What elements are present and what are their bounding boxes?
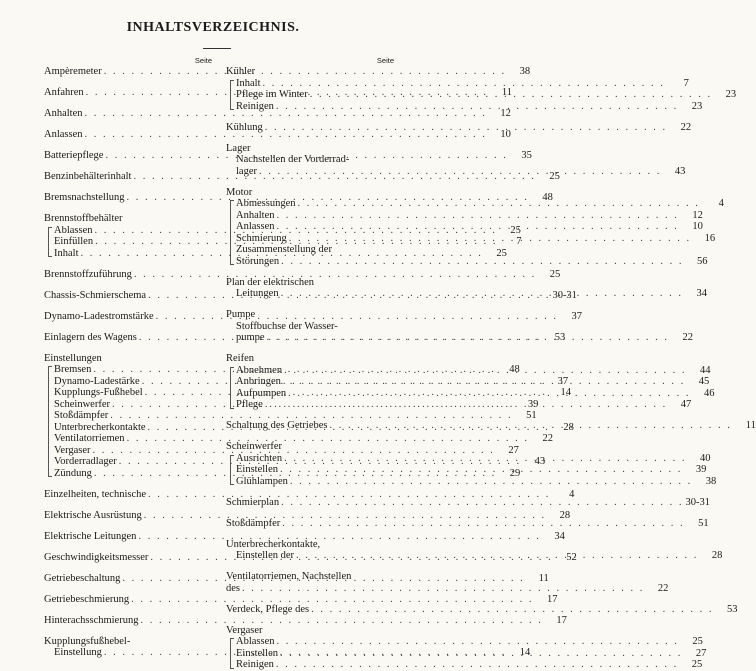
entry-label: Getriebeschmierung	[44, 593, 130, 605]
entry-label: Leitungen	[236, 288, 279, 299]
bracket-mark	[230, 638, 234, 669]
page-number: 40	[699, 452, 711, 464]
entry-label: Abnehmen	[236, 364, 283, 376]
bracket-mark	[48, 227, 52, 258]
page-number: 22	[682, 332, 693, 343]
entry-label: Ampèremeter	[44, 66, 102, 77]
index-entry	[226, 659, 703, 671]
index-entry	[44, 530, 565, 543]
entry-spacer	[44, 162, 212, 172]
entry-spacer	[44, 521, 212, 531]
entry-label: Anhalten	[44, 108, 83, 119]
entry-label: Anlassen	[44, 129, 83, 140]
bracket-mark	[230, 367, 234, 409]
dot-leader	[267, 332, 669, 344]
dot-leader	[281, 288, 683, 300]
dot-leader	[282, 518, 684, 530]
index-entry	[44, 433, 553, 445]
index-heading: Kupplungsfußhebel-	[44, 635, 131, 647]
bracket-mark	[230, 455, 234, 486]
index-heading: Brennstoffbehälter	[44, 213, 123, 224]
entry-label: Abmessungen	[236, 198, 296, 209]
page-number: 11	[538, 572, 549, 584]
page-number: 30-31	[685, 496, 710, 508]
entry-label: lager	[236, 165, 257, 177]
index-entry	[44, 410, 537, 422]
page-number: 25	[549, 268, 561, 280]
entry-label: Ventilatorriemen	[54, 433, 125, 444]
dot-leader	[263, 78, 665, 90]
entry-label: Unterbrecherkontakte	[54, 421, 146, 433]
dot-leader	[283, 376, 685, 388]
dot-leader	[298, 198, 700, 210]
page-number: 17	[547, 593, 558, 605]
dot-leader	[290, 476, 692, 488]
page-number: 28	[563, 421, 574, 433]
entry-label: Einzelheiten, technische	[44, 488, 147, 500]
page-number: 16	[704, 232, 716, 244]
page-number: 53	[726, 603, 738, 615]
page-number: 48	[509, 364, 520, 375]
entry-spacer	[44, 120, 212, 130]
dot-leader	[281, 497, 683, 509]
entry-label: Ausrichten	[236, 452, 283, 464]
page-number: 30-31	[552, 289, 577, 301]
entry-label: Schmierung	[236, 232, 287, 244]
page-number: 38	[519, 66, 531, 77]
entry-label: Kupplungs-Fußhebel	[54, 387, 143, 398]
entry-spacer	[44, 584, 212, 594]
entry-spacer	[226, 615, 394, 625]
entry-label: Anbringen	[236, 376, 281, 387]
entry-label: Stoßdämpfer	[54, 410, 109, 421]
page-title: INHALTSVERZEICHNIS.	[126, 20, 300, 35]
index-entry	[226, 77, 689, 90]
entry-label: Dynamo-Ladestromstärke	[44, 310, 154, 322]
page-number: 28	[711, 550, 723, 561]
index-heading: Nachstellen der Vorderrad-	[236, 154, 350, 165]
page-number: 11	[501, 87, 513, 98]
dot-leader	[277, 210, 679, 222]
page-number: 48	[542, 192, 553, 203]
page-number: 11	[745, 420, 756, 431]
dot-leader	[276, 101, 678, 113]
title-rule	[203, 48, 231, 49]
dot-leader	[277, 636, 679, 648]
entry-label: Stoßdämpfer	[226, 517, 281, 529]
entry-label: Inhalt	[236, 77, 261, 89]
page-number: 25	[549, 171, 560, 182]
entry-spacer	[44, 204, 212, 214]
entry-spacer	[226, 267, 394, 277]
entry-label: Bremsen	[54, 364, 92, 375]
page-number: 25	[496, 247, 507, 259]
entry-spacer	[44, 542, 212, 552]
entry-label: Einlagern des Wagens	[44, 331, 137, 343]
entry-spacer	[44, 301, 212, 311]
page-number: 10	[692, 221, 703, 232]
page-number: 4	[718, 198, 724, 209]
dot-leader	[265, 122, 667, 134]
entry-label: Anlassen	[236, 221, 275, 232]
page-number: 12	[692, 209, 703, 221]
dot-leader	[276, 659, 678, 671]
page-number: 12	[500, 108, 511, 119]
index-entry	[44, 488, 575, 501]
entry-label: Zündung	[54, 467, 92, 479]
page-number: 22	[542, 433, 553, 444]
index-heading: Unterbrecherkontakte,	[226, 538, 321, 550]
entry-label: Pflege im Winter	[236, 89, 308, 100]
entry-label: Benzinbehälterinhalt	[44, 171, 132, 182]
entry-label: Getriebeschaltung	[44, 572, 121, 584]
entry-spacer	[44, 500, 212, 510]
page-number: 51	[526, 410, 537, 421]
index-entry	[226, 496, 710, 509]
entry-label: Anfahren	[44, 87, 84, 98]
entry-spacer	[226, 112, 394, 122]
index-entry	[44, 593, 558, 606]
entry-label: Einstellung	[54, 647, 102, 658]
page-number: 39	[527, 398, 539, 410]
index-entry	[226, 475, 717, 488]
index-entry	[226, 517, 709, 530]
index-entry	[44, 509, 571, 522]
bracket-mark	[230, 200, 234, 265]
index-entry	[44, 108, 511, 120]
page-number: 43	[674, 165, 686, 177]
entry-label: Vergaser	[54, 444, 91, 456]
entry-label: Brennstoffzuführung	[44, 268, 132, 280]
page-number: 53	[554, 331, 566, 343]
page-number: 28	[559, 509, 571, 521]
index-heading: Plan der elektrischen	[226, 276, 315, 288]
page-number: 35	[521, 150, 532, 161]
page-number: 37	[557, 375, 569, 387]
page-number: 34	[554, 530, 565, 542]
entry-label: Glühlampen	[236, 475, 288, 487]
dot-leader	[265, 399, 667, 411]
entry-spacer	[44, 78, 212, 88]
page-number: 45	[698, 376, 710, 387]
page-number: 23	[691, 100, 703, 112]
page-number: 14	[519, 647, 531, 658]
entry-spacer	[226, 411, 394, 421]
index-entry	[226, 255, 708, 268]
entry-label: Einstellen	[236, 464, 278, 475]
entry-label: Kühlung	[226, 121, 263, 133]
entry-label: Geschwindigkeitsmesser	[44, 551, 149, 563]
entry-label: Elektrische Ausrüstung	[44, 509, 142, 521]
page-number: 27	[695, 647, 707, 659]
page-number: 7	[683, 77, 689, 89]
entry-label: Vorderradlager	[54, 456, 117, 467]
index-entry	[226, 100, 703, 113]
index-heading: Motor	[226, 186, 253, 198]
seite-header: Seite	[376, 56, 394, 65]
entry-spacer	[226, 594, 394, 604]
entry-label: Verdeck, Pflege des	[226, 603, 310, 615]
seite-header: Seite	[194, 56, 212, 65]
entry-label: Aufpumpen	[236, 387, 287, 399]
entry-spacer	[226, 487, 394, 497]
page-number: 4	[569, 488, 575, 500]
dot-leader	[296, 550, 698, 562]
entry-label: Schaltung des Getriebes	[226, 420, 328, 431]
page-number: 10	[500, 129, 511, 140]
entry-spacer	[44, 183, 212, 193]
index-heading: Reifen	[226, 353, 254, 364]
page-number: 38	[705, 475, 717, 487]
entry-label: pumpe	[236, 332, 265, 343]
index-heading: Scheinwerfer	[226, 441, 282, 452]
entry-spacer	[226, 133, 394, 143]
entry-spacer	[226, 344, 394, 354]
entry-spacer	[44, 605, 212, 615]
entry-label: Elektrische Leitungen	[44, 530, 137, 542]
page-number: 29	[509, 467, 521, 479]
entry-spacer	[44, 141, 212, 151]
entry-label: Anhalten	[236, 209, 275, 221]
page-number: 25	[692, 636, 703, 647]
index-entry	[226, 636, 703, 648]
page-number: 25	[510, 224, 521, 236]
entry-label: Schmierplan	[226, 496, 280, 508]
page-number: 14	[560, 387, 572, 398]
page-number: 39	[695, 464, 707, 475]
entry-label: Störungen	[236, 255, 280, 267]
entry-label: Ablassen	[236, 636, 275, 647]
page-number: 34	[696, 288, 707, 299]
index-entry	[226, 244, 394, 256]
entry-label: Batteriepflege	[44, 150, 104, 161]
entry-spacer	[226, 529, 394, 539]
entry-label: Hinterachsschmierung	[44, 614, 139, 626]
entry-spacer	[44, 259, 212, 269]
index-entry	[226, 209, 703, 222]
entry-label: Ablassen	[54, 224, 93, 236]
entry-label: Bremsnachstellung	[44, 192, 125, 203]
entry-label: Dynamo-Ladestärke	[54, 375, 140, 387]
index-heading: Vergaser	[226, 624, 263, 636]
entry-label: Pflege	[236, 399, 263, 410]
index-heading: Lager	[226, 142, 251, 154]
entry-label: Scheinwerfer	[54, 398, 110, 410]
index-entry	[44, 268, 561, 281]
dot-leader	[311, 604, 713, 616]
entry-spacer	[226, 432, 394, 442]
entry-spacer	[44, 322, 212, 332]
entry-label: des	[226, 582, 240, 594]
bracket-mark	[48, 366, 52, 477]
dot-leader	[242, 583, 644, 595]
page-number: 43	[534, 456, 546, 467]
entry-spacer	[44, 343, 212, 353]
dot-leader	[281, 256, 683, 268]
page-number: 52	[566, 551, 577, 563]
page-number: 27	[508, 444, 519, 456]
entry-spacer	[226, 300, 394, 310]
entry-label: Reinigen	[236, 100, 274, 112]
index-heading: Ventilatorriemen, Nachstellen	[226, 571, 352, 582]
index-entry	[226, 582, 669, 595]
entry-spacer	[226, 562, 394, 572]
page-number: 51	[698, 517, 709, 529]
index-entry	[226, 232, 716, 245]
dot-leader	[310, 89, 712, 101]
entry-label: Zusammenstellung der	[236, 244, 332, 255]
page-number: 25	[691, 659, 703, 670]
dot-leader	[277, 221, 679, 233]
page-number: 37	[571, 310, 583, 322]
entry-spacer	[44, 563, 212, 573]
index-heading: Pumpe	[226, 309, 256, 320]
page-number: 23	[725, 89, 737, 100]
entry-label: Chassis-Schmierschema	[44, 289, 147, 301]
dot-leader	[259, 166, 661, 178]
index-entry	[44, 129, 511, 141]
entry-spacer	[44, 99, 212, 109]
page-number: 7	[516, 236, 522, 247]
index-entry	[226, 198, 724, 210]
entry-label: Einstellen der	[236, 550, 295, 561]
entry-spacer	[226, 508, 394, 518]
dot-leader	[280, 648, 682, 660]
dot-leader	[329, 420, 731, 432]
index-heading: Kühler	[226, 66, 256, 77]
page-number: 22	[657, 582, 669, 594]
page-number: 47	[680, 399, 692, 410]
page-number: 44	[699, 364, 711, 376]
page-number: 46	[704, 387, 715, 399]
page-number: 22	[680, 121, 692, 133]
entry-spacer	[226, 177, 394, 187]
dot-leader	[280, 464, 682, 476]
index-heading: Stoffbuchse der Wasser-	[236, 320, 338, 332]
page-number: 17	[556, 614, 567, 626]
dot-leader	[284, 453, 686, 465]
entry-spacer	[44, 479, 212, 489]
bracket-mark	[230, 80, 234, 111]
dot-leader	[284, 365, 686, 377]
entry-label: Einfüllen	[54, 236, 94, 247]
entry-spacer	[44, 280, 212, 290]
index-heading: Einstellungen	[44, 352, 102, 364]
entry-spacer	[44, 626, 212, 636]
index-entry	[226, 121, 692, 134]
index-entry	[44, 614, 567, 627]
page-number: 56	[697, 255, 708, 267]
index-entry	[226, 603, 738, 616]
entry-label: Einstellen	[236, 647, 278, 659]
entry-label: Inhalt	[54, 247, 79, 259]
entry-label: Reinigen	[236, 659, 274, 670]
dot-leader	[289, 233, 691, 245]
dot-leader	[288, 388, 690, 400]
